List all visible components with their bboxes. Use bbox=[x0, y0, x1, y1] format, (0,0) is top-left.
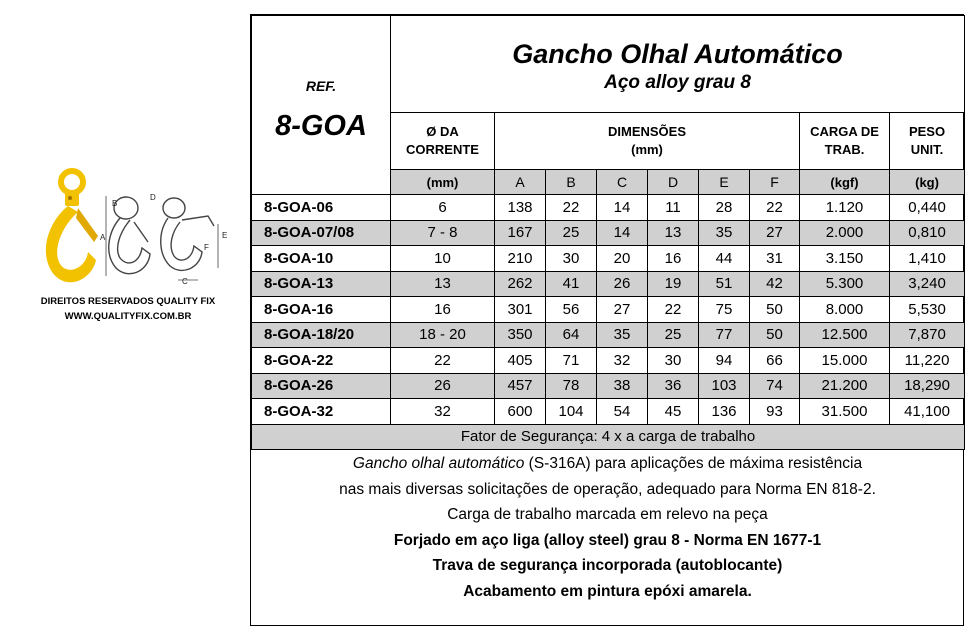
dim-label-b: B bbox=[112, 199, 118, 208]
cell-b: 22 bbox=[546, 195, 597, 221]
cell-e: 136 bbox=[699, 399, 750, 425]
cell-e: 77 bbox=[699, 322, 750, 348]
cell-c: 54 bbox=[597, 399, 648, 425]
cell-b: 71 bbox=[546, 348, 597, 374]
cell-chain: 6 bbox=[391, 195, 495, 221]
unit-a: A bbox=[495, 170, 546, 195]
cell-f: 42 bbox=[750, 271, 800, 297]
cell-c: 14 bbox=[597, 195, 648, 221]
unit-weight: (kg) bbox=[890, 170, 965, 195]
table-row bbox=[252, 348, 965, 374]
table-row bbox=[252, 220, 965, 246]
cell-d: 22 bbox=[648, 297, 699, 323]
cell-e: 75 bbox=[699, 297, 750, 323]
cell-e: 44 bbox=[699, 246, 750, 272]
cell-b: 25 bbox=[546, 220, 597, 246]
cell-ref: 8-GOA-32 bbox=[252, 399, 391, 425]
spec-rows bbox=[252, 195, 965, 425]
cell-ref: 8-GOA-06 bbox=[252, 195, 391, 221]
cell-c: 14 bbox=[597, 220, 648, 246]
cell-weight: 18,290 bbox=[890, 373, 965, 399]
cell-d: 30 bbox=[648, 348, 699, 374]
unit-load: (kgf) bbox=[800, 170, 890, 195]
hook-photo-icon bbox=[46, 171, 98, 282]
cell-e: 103 bbox=[699, 373, 750, 399]
description-line-5: Trava de segurança incorporada (autoblocante) bbox=[432, 557, 783, 574]
cell-chain: 13 bbox=[391, 271, 495, 297]
dimensions-header: DIMENSÕES (mm) bbox=[495, 113, 800, 170]
cell-d: 16 bbox=[648, 246, 699, 272]
cell-load: 1.120 bbox=[800, 195, 890, 221]
table-row bbox=[252, 246, 965, 272]
cell-a: 301 bbox=[495, 297, 546, 323]
cell-f: 74 bbox=[750, 373, 800, 399]
cell-b: 30 bbox=[546, 246, 597, 272]
product-illustration bbox=[32, 168, 232, 293]
cell-weight: 1,410 bbox=[890, 246, 965, 272]
cell-ref: 8-GOA-13 bbox=[252, 271, 391, 297]
website-url: WWW.QUALITYFIX.COM.BR bbox=[64, 311, 192, 322]
description-line-4: Forjado em aço liga (alloy steel) grau 8 - Norma EN 1677-1 bbox=[393, 531, 822, 549]
cell-weight: 41,100 bbox=[890, 399, 965, 425]
cell-ref: 8-GOA-26 bbox=[252, 373, 391, 399]
cell-weight: 11,220 bbox=[890, 348, 965, 374]
cell-chain: 10 bbox=[391, 246, 495, 272]
cell-f: 66 bbox=[750, 348, 800, 374]
cell-weight: 5,530 bbox=[890, 297, 965, 323]
cell-load: 5.300 bbox=[800, 271, 890, 297]
cell-ref: 8-GOA-22 bbox=[252, 348, 391, 374]
cell-weight: 7,870 bbox=[890, 322, 965, 348]
table-row bbox=[252, 399, 965, 425]
cell-a: 138 bbox=[495, 195, 546, 221]
cell-a: 167 bbox=[495, 220, 546, 246]
title-cell bbox=[391, 16, 965, 113]
page-title: Gancho Olhal Automático bbox=[512, 38, 843, 69]
cell-d: 45 bbox=[648, 399, 699, 425]
page-subtitle: Aço alloy grau 8 bbox=[604, 71, 751, 93]
cell-chain: 22 bbox=[391, 348, 495, 374]
unit-f: F bbox=[750, 170, 800, 195]
cell-weight: 3,240 bbox=[890, 271, 965, 297]
description bbox=[251, 451, 964, 604]
cell-load: 21.200 bbox=[800, 373, 890, 399]
cell-e: 35 bbox=[699, 220, 750, 246]
unit-e: E bbox=[699, 170, 750, 195]
cell-ref: 8-GOA-10 bbox=[252, 246, 391, 272]
spec-table bbox=[251, 15, 965, 450]
cell-c: 38 bbox=[597, 373, 648, 399]
cell-f: 93 bbox=[750, 399, 800, 425]
cell-e: 28 bbox=[699, 195, 750, 221]
cell-ref: 8-GOA-07/08 bbox=[252, 220, 391, 246]
spec-sheet bbox=[250, 14, 964, 626]
cell-d: 36 bbox=[648, 373, 699, 399]
hook-drawing-side bbox=[161, 198, 218, 280]
left-panel bbox=[0, 0, 250, 643]
table-row bbox=[252, 322, 965, 348]
table-row bbox=[252, 195, 965, 221]
description-line-2: nas mais diversas solicitações de operação, adequado para Norma EN 818-2. bbox=[339, 480, 876, 498]
cell-load: 2.000 bbox=[800, 220, 890, 246]
dim-label-e: E bbox=[222, 231, 228, 240]
working-load-header: CARGA DE TRAB. bbox=[800, 113, 890, 170]
cell-ref: 8-GOA-16 bbox=[252, 297, 391, 323]
units-row bbox=[252, 170, 965, 195]
cell-c: 26 bbox=[597, 271, 648, 297]
cell-chain: 18 - 20 bbox=[391, 322, 495, 348]
cell-weight: 0,440 bbox=[890, 195, 965, 221]
cell-b: 41 bbox=[546, 271, 597, 297]
cell-load: 8.000 bbox=[800, 297, 890, 323]
description-line-3: Carga de trabalho marcada em relevo na peça bbox=[447, 506, 768, 523]
cell-ref: 8-GOA-18/20 bbox=[252, 322, 391, 348]
unit-c: C bbox=[597, 170, 648, 195]
cell-load: 3.150 bbox=[800, 246, 890, 272]
cell-f: 22 bbox=[750, 195, 800, 221]
cell-a: 600 bbox=[495, 399, 546, 425]
unit-d: D bbox=[648, 170, 699, 195]
cell-c: 35 bbox=[597, 322, 648, 348]
cell-a: 350 bbox=[495, 322, 546, 348]
cell-load: 31.500 bbox=[800, 399, 890, 425]
cell-a: 262 bbox=[495, 271, 546, 297]
ref-spacer bbox=[252, 170, 391, 195]
ref-code: 8-GOA bbox=[275, 110, 367, 142]
table-row bbox=[252, 271, 965, 297]
cell-a: 457 bbox=[495, 373, 546, 399]
cell-d: 25 bbox=[648, 322, 699, 348]
cell-chain: 7 - 8 bbox=[391, 220, 495, 246]
cell-e: 51 bbox=[699, 271, 750, 297]
hook-drawing-front bbox=[106, 196, 150, 276]
cell-f: 31 bbox=[750, 246, 800, 272]
cell-f: 27 bbox=[750, 220, 800, 246]
cell-b: 56 bbox=[546, 297, 597, 323]
cell-b: 64 bbox=[546, 322, 597, 348]
cell-c: 20 bbox=[597, 246, 648, 272]
cell-load: 15.000 bbox=[800, 348, 890, 374]
cell-d: 11 bbox=[648, 195, 699, 221]
chain-diameter-header: Ø DA CORRENTE bbox=[391, 113, 495, 170]
table-row bbox=[252, 297, 965, 323]
cell-f: 50 bbox=[750, 322, 800, 348]
cell-chain: 16 bbox=[391, 297, 495, 323]
cell-chain: 26 bbox=[391, 373, 495, 399]
dim-label-a: A bbox=[100, 233, 106, 242]
dim-label-c: C bbox=[182, 277, 188, 286]
cell-e: 94 bbox=[699, 348, 750, 374]
unit-chain: (mm) bbox=[391, 170, 495, 195]
safety-factor: Fator de Segurança: 4 x a carga de trabalho bbox=[252, 424, 965, 449]
unit-weight-header: PESO UNIT. bbox=[890, 113, 965, 170]
description-line-6: Acabamento em pintura epóxi amarela. bbox=[463, 582, 752, 600]
ref-header-cell bbox=[252, 16, 391, 170]
cell-f: 50 bbox=[750, 297, 800, 323]
cell-chain: 32 bbox=[391, 399, 495, 425]
cell-weight: 0,810 bbox=[890, 220, 965, 246]
cell-c: 32 bbox=[597, 348, 648, 374]
ref-label: REF. bbox=[305, 78, 337, 94]
cell-d: 13 bbox=[648, 220, 699, 246]
dim-label-f: F bbox=[204, 243, 209, 252]
description-line-1: Gancho olhal automático (S-316A) para aplicações de máxima resistência bbox=[352, 455, 863, 472]
unit-b: B bbox=[546, 170, 597, 195]
cell-c: 27 bbox=[597, 297, 648, 323]
cell-b: 104 bbox=[546, 399, 597, 425]
cell-load: 12.500 bbox=[800, 322, 890, 348]
cell-d: 19 bbox=[648, 271, 699, 297]
dim-label-d: D bbox=[150, 193, 156, 202]
cell-b: 78 bbox=[546, 373, 597, 399]
cell-a: 405 bbox=[495, 348, 546, 374]
table-row bbox=[252, 373, 965, 399]
copyright-line: DIREITOS RESERVADOS QUALITY FIX bbox=[40, 296, 216, 307]
cell-a: 210 bbox=[495, 246, 546, 272]
